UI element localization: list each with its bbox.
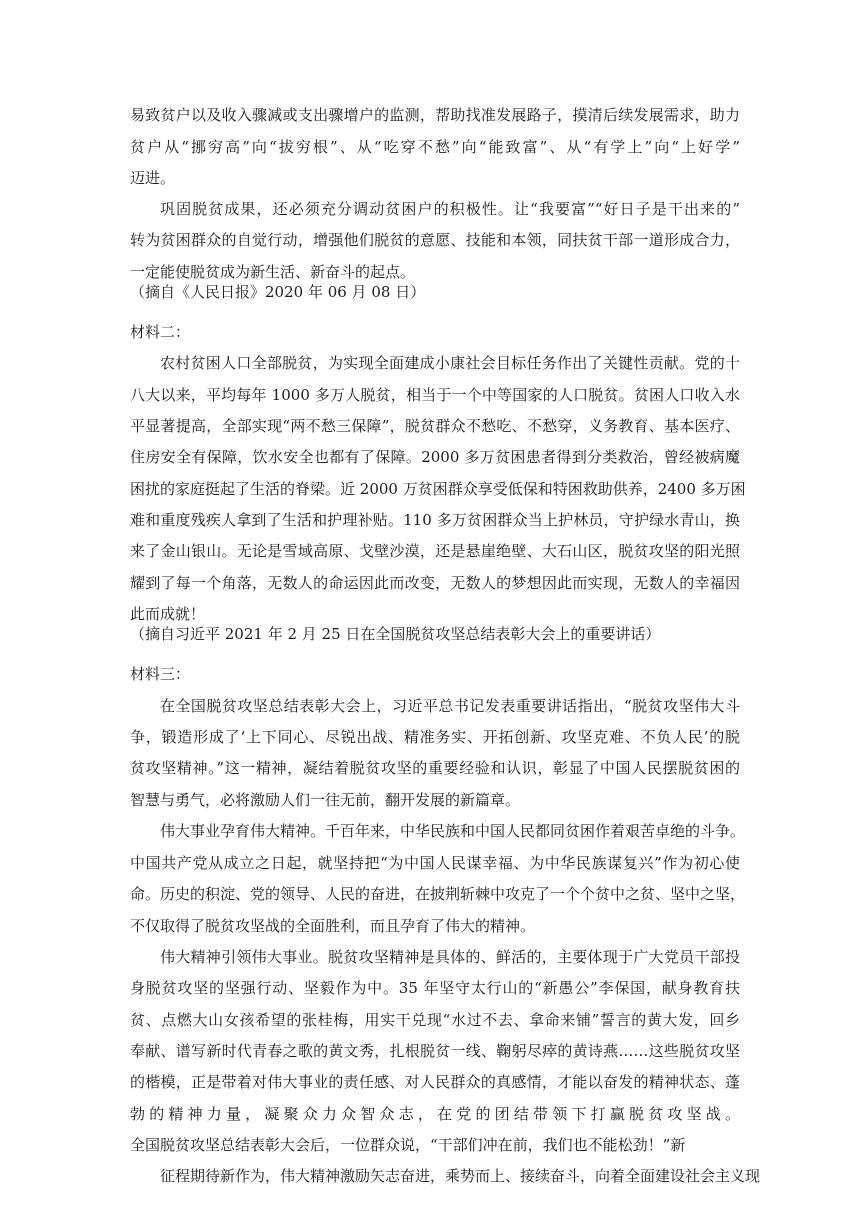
text-line: 耀到了每一个角落，无数人的命运因此而改变，无数人的梦想因此而实现，无数人的幸福因 <box>130 574 740 592</box>
text-line: 住房安全有保障，饮水安全也都有了保障。2000 多万贫困患者得到分类救治，曾经被病魔 <box>130 448 740 466</box>
text-line: 困扰的家庭挺起了生活的脊梁。近 2000 万贫困群众享受低保和特困救助供养，2400 多万困 <box>130 480 746 498</box>
text-line: 奉献、谱写新时代青春之歌的黄文秀，扎根脱贫一线、鞠躬尽瘁的黄诗燕……这些脱贫攻坚 <box>130 1042 740 1060</box>
text-line: 命。历史的积淀、党的领导、人民的奋进，在披荆斩棘中攻克了一个个贫中之贫、坚中之坚， <box>130 885 746 903</box>
text-line: 的楷模，正是带着对伟大事业的责任感、对人民群众的真感情，才能以奋发的精神状态、蓬 <box>130 1073 740 1091</box>
text-line: 不仅取得了脱贫攻坚战的全面胜利，而且孕育了伟大的精神。 <box>130 917 536 935</box>
text-line: 材料二： <box>130 323 191 341</box>
text-line: （摘自《人民日报》2020 年 06 月 08 日） <box>130 283 426 301</box>
text-line: 此而成就！ <box>130 605 206 623</box>
text-line: 争，锻造形成了‘上下同心、尽锐出战、精准务实、开拓创新、攻坚克难、不负人民’的脱 <box>130 728 740 746</box>
text-line: 贫攻坚精神。”这一精神，凝结着脱贫攻坚的重要经验和认识，彰显了中国人民摆脱贫困的 <box>130 759 740 777</box>
text-line: 征程期待新作为，伟大精神激励矢志奋进，乘势而上、接续奋斗，向着全面建设社会主义现 <box>160 1167 761 1185</box>
text-line: 贫、点燃大山女孩希望的张桂梅，用实干兑现“水过不去、拿命来铺”誓言的黄大发，回乡 <box>130 1011 740 1029</box>
text-line: 农村贫困人口全部脱贫，为实现全面建成小康社会目标任务作出了关键性贡献。党的十 <box>160 354 740 372</box>
text-line: 智慧与勇气，必将激励人们一往无前，翻开发展的新篇章。 <box>130 791 521 809</box>
text-line: 迈进。 <box>130 169 176 187</box>
text-line: 难和重度残疾人拿到了生活和护理补贴。110 多万贫困群众当上护林员，守护绿水青山，换 <box>130 511 740 529</box>
text-line: 来了金山银山。无论是雪域高原、戈壁沙漠，还是悬崖绝壁、大石山区，脱贫攻坚的阳光照 <box>130 542 740 560</box>
text-line: 转为贫困群众的自觉行动，增强他们脱贫的意愿、技能和本领，同扶贫干部一道形成合力， <box>130 231 740 249</box>
text-line: 伟大精神引领伟大事业。脱贫攻坚精神是具体的、鲜活的，主要体现于广大党员干部投 <box>160 948 740 966</box>
text-line: 平显著提高，全部实现“两不愁三保障”，脱贫群众不愁吃、不愁穿，义务教育、基本医疗、 <box>130 417 740 435</box>
text-line: 勃的精神力量，凝聚众力众智众志，在党的团结带领下打赢脱贫攻坚战。 <box>130 1105 740 1123</box>
text-line: 八大以来，平均每年 1000 多万人脱贫，相当于一个中等国家的人口脱贫。贫困人口收入水 <box>130 386 740 404</box>
text-line: 全国脱贫攻坚总结表彰大会后，一位群众说，“干部们冲在前，我们也不能松劲！”新 <box>130 1136 686 1154</box>
text-line: 伟大事业孕育伟大精神。千百年来，中华民族和中国人民都同贫困作着艰苦卓绝的斗争。 <box>160 822 746 840</box>
text-line: 贫户从“挪穷高”向“拔穷根”、从“吃穿不愁”向“能致富”、从“有学上”向“上好学” <box>130 138 740 156</box>
text-line: 在全国脱贫攻坚总结表彰大会上，习近平总书记发表重要讲话指出，“脱贫攻坚伟大斗 <box>160 697 740 715</box>
text-line: 易致贫户以及收入骤减或支出骤增户的监测，帮助找准发展路子，摸清后续发展需求，助力 <box>130 106 740 124</box>
text-line: 中国共产党从成立之日起，就坚持把“为中国人民谋幸福、为中华民族谋复兴”作为初心使 <box>130 854 740 872</box>
text-line: 身脱贫攻坚的坚强行动、坚毅作为中。35 年坚守太行山的“新愚公”李保国，献身教育扶 <box>130 979 740 997</box>
text-line: 材料三： <box>130 665 191 683</box>
text-line: （摘自习近平 2021 年 2 月 25 日在全国脱贫攻坚总结表彰大会上的重要讲话） <box>130 625 661 643</box>
text-line: 巩固脱贫成果，还必须充分调动贫困户的积极性。让“我要富”“好日子是干出来的” <box>160 200 740 218</box>
text-line: 一定能使脱贫成为新生活、新奋斗的起点。 <box>130 263 416 281</box>
